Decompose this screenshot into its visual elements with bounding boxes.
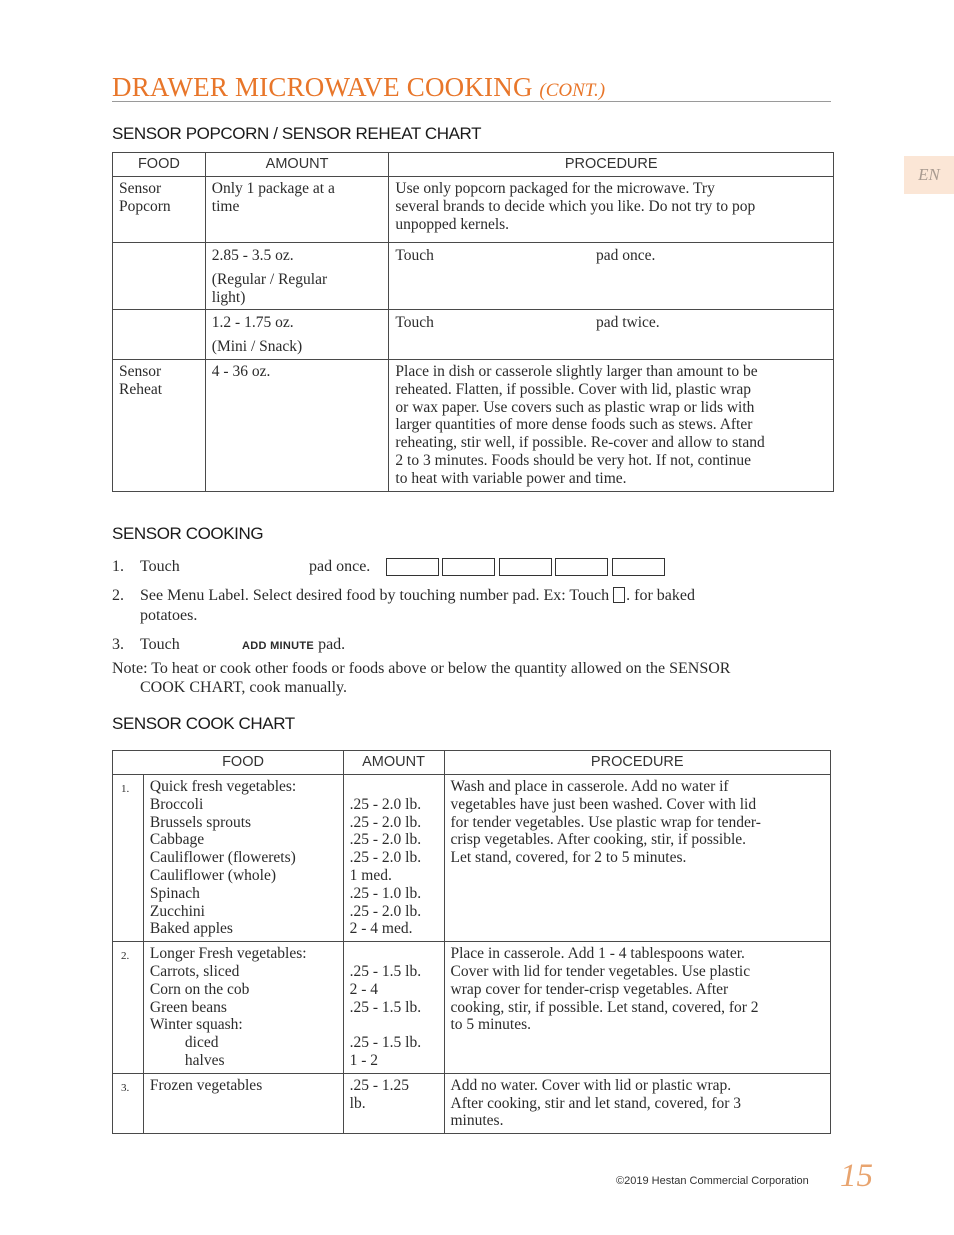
cook-chart-table xyxy=(112,750,831,1134)
popcorn-chart-table xyxy=(112,152,834,492)
amount-cell: Only 1 package at a time xyxy=(205,177,389,243)
row-number: 2. xyxy=(113,942,144,1074)
display-segment xyxy=(612,558,665,576)
procedure-cell: Wash and place in casserole. Add no water if vegetables have just been washed. Cover with lid for tender vegetables. Use plastic wrap for tender- crisp vegetables. After cooking, stir, if possible. Let stand, covered, for 2 to 5 minutes. xyxy=(444,775,831,942)
procedure-cell: Use only popcorn packaged for the microwave. Try several brands to decide which you like. Do not try to pop unpopped kernels. xyxy=(389,177,834,243)
sensor-cooking-title: SENSOR COOKING xyxy=(112,524,264,543)
add-minute-key: ADD MINUTE xyxy=(242,640,315,652)
page-title xyxy=(112,72,831,102)
table-row xyxy=(113,310,834,360)
amount-cell: .25 - 1.25 lb. xyxy=(343,1073,444,1133)
table-row xyxy=(113,1073,831,1133)
page-title-cont: (CONT.) xyxy=(539,80,606,101)
table-row xyxy=(113,243,834,310)
page-number: 15 xyxy=(840,1158,873,1194)
popcorn-chart-title: SENSOR POPCORN / SENSOR REHEAT CHART xyxy=(112,124,482,143)
header-food: FOOD xyxy=(143,751,343,775)
table-header-row xyxy=(113,153,834,177)
procedure-cell: Place in casserole. Add 1 - 4 tablespoons water. Cover with lid for tender vegetables. Use plastic wrap cover for tender-crisp vegetables. After cooking, stir, if possible. Let stand, covered, for 2 to 5 minutes. xyxy=(444,942,831,1074)
copyright: ©2019 Hestan Commercial Corporation xyxy=(616,1175,809,1187)
header-food: FOOD xyxy=(113,153,206,177)
header-amount: AMOUNT xyxy=(343,751,444,775)
amount-cell: 1.2 - 1.75 oz. (Mini / Snack) xyxy=(205,310,389,360)
amount-cell: 4 - 36 oz. xyxy=(205,359,389,491)
table-row xyxy=(113,177,834,243)
food-cell: Quick fresh vegetables: Broccoli Brussels sprouts Cabbage Cauliflower (flowerets) Cauliflower (whole) Spinach Zucchini Baked apples xyxy=(143,775,343,942)
procedure-cell: Touch pad once. xyxy=(389,243,834,310)
header-procedure: PROCEDURE xyxy=(444,751,831,775)
food-cell xyxy=(113,310,206,360)
food-cell: Sensor Popcorn xyxy=(113,177,206,243)
procedure-cell: Add no water. Cover with lid or plastic wrap. After cooking, stir and let stand, covered, for 3 minutes. xyxy=(444,1073,831,1133)
display-segment xyxy=(555,558,608,576)
food-cell: Sensor Reheat xyxy=(113,359,206,491)
row-number: 3. xyxy=(113,1073,144,1133)
amount-cell: 2.85 - 3.5 oz. (Regular / Regular light) xyxy=(205,243,389,310)
page-title-main: DRAWER MICROWAVE COOKING xyxy=(112,72,533,102)
number-pad-icon xyxy=(613,587,625,603)
display-segment xyxy=(386,558,439,576)
table-row xyxy=(113,942,831,1074)
cook-chart-title: SENSOR COOK CHART xyxy=(112,714,295,733)
language-tab[interactable]: EN xyxy=(904,156,954,194)
procedure-cell: Touch pad twice. xyxy=(389,310,834,360)
procedure-cell: Place in dish or casserole slightly larger than amount to be reheated. Flatten, if possible. Cover with lid, plastic wrap or wax paper. Use covers such as plastic wrap or lids with larger quantities of more dense foods such as stews. After reheating, stir well, if possible. Re-cover and allow to stand 2 to 3 minutes. Foods should be very hot. If not, continue to heat with variable power and time. xyxy=(389,359,834,491)
food-cell xyxy=(113,243,206,310)
row-number: 1. xyxy=(113,775,144,942)
display-segment xyxy=(442,558,495,576)
header-num xyxy=(113,751,144,775)
amount-cell: .25 - 2.0 lb. .25 - 2.0 lb. .25 - 2.0 lb. .25 - 2.0 lb. 1 med. .25 - 1.0 lb. .25 - 2.0 lb. 2 - 4 med. xyxy=(343,775,444,942)
table-row xyxy=(113,359,834,491)
table-row xyxy=(113,775,831,942)
food-cell: Frozen vegetables xyxy=(143,1073,343,1133)
header-procedure: PROCEDURE xyxy=(389,153,834,177)
header-amount: AMOUNT xyxy=(205,153,389,177)
table-header-row xyxy=(113,751,831,775)
amount-cell: .25 - 1.5 lb. 2 - 4 .25 - 1.5 lb. .25 - 1.5 lb. 1 - 2 xyxy=(343,942,444,1074)
food-cell: Longer Fresh vegetables: Carrots, sliced Corn on the cob Green beans Winter squash: diced halves xyxy=(143,942,343,1074)
display-segment xyxy=(499,558,552,576)
